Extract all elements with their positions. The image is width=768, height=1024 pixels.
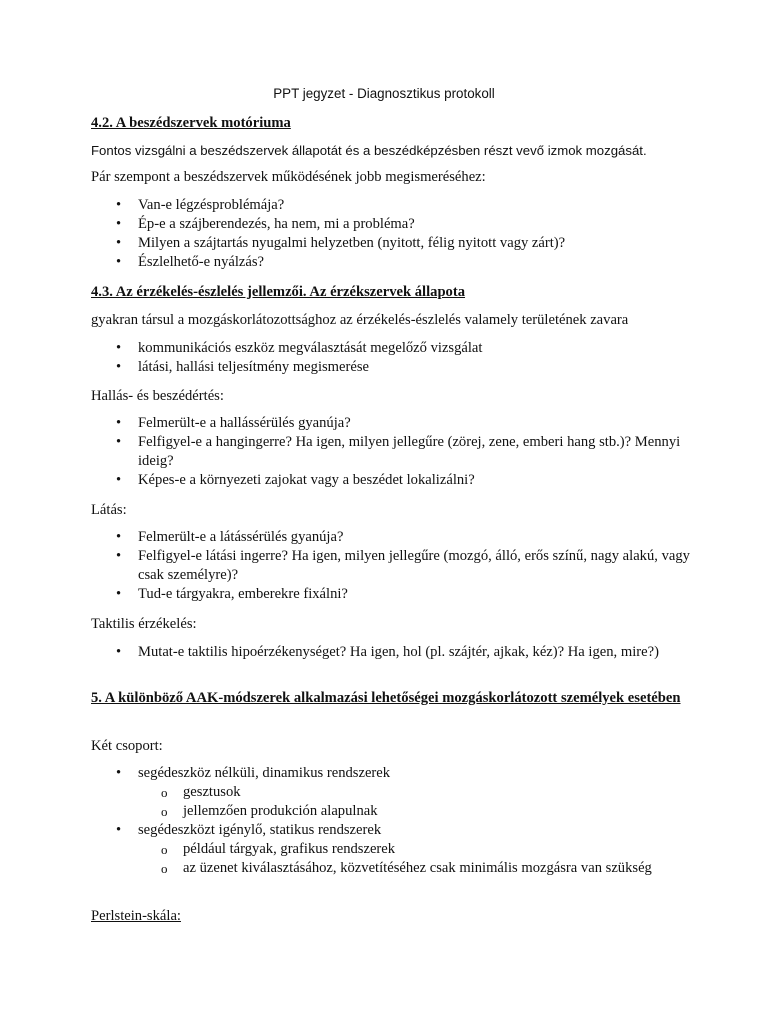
list-item: • Tud-e tárgyakra, emberekre fixálni?: [91, 585, 708, 604]
list-item: • Felmerült-e a hallássérülés gyanúja?: [91, 414, 708, 433]
list-item: • látási, hallási teljesítmény megismerése: [91, 358, 708, 377]
list-item: • Ép-e a szájberendezés, ha nem, mi a probléma?: [91, 215, 708, 234]
document-title: PPT jegyzet - Diagnosztikus protokoll: [273, 86, 495, 101]
list-item: [91, 764, 708, 821]
section-heading-4-3: 4.3. Az érzékelés-észlelés jellemzői. Az érzékszervek állapota: [91, 284, 466, 300]
latas-label: Látás:: [91, 502, 127, 518]
list-item: [91, 821, 708, 878]
hallas-label: Hallás- és beszédértés:: [91, 388, 224, 404]
section-heading-4-2: 4.2. A beszédszervek motóriuma: [91, 115, 291, 131]
taktilis-label: Taktilis érzékelés:: [91, 616, 197, 632]
sub-list-item: o az üzenet kiválasztásához, közvetítéséhez csak minimális mozgásra van szükség: [138, 859, 653, 878]
list-item: • Van-e légzésproblémája?: [91, 196, 708, 215]
sub-list-item: o gesztusok: [138, 783, 653, 802]
section-4-2-lead: Pár szempont a beszédszervek működésének jobb megismeréséhez:: [91, 169, 486, 185]
list-item: • Felfigyel-e a hangingerre? Ha igen, milyen jellegűre (zörej, zene, emberi hang stb.)? Mennyi ideig?: [91, 433, 708, 471]
sub-list-item: o jellemzően produkción alapulnak: [138, 802, 653, 821]
perlstein-heading: Perlstein-skála:: [91, 908, 181, 924]
section-4-2-intro: Fontos vizsgálni a beszédszervek állapotát és a beszédképzésben részt vevő izmok mozgását.: [91, 143, 647, 158]
list-item: • kommunikációs eszköz megválasztását megelőző vizsgálat: [91, 339, 708, 358]
list-item: • Mutat-e taktilis hipoérzékenységet? Ha igen, hol (pl. szájtér, ajkak, kéz)? Ha igen, mire?): [91, 643, 708, 662]
list-item: • Észlelhető-e nyálzás?: [91, 253, 708, 272]
list-item: • Képes-e a környezeti zajokat vagy a beszédet lokalizálni?: [91, 471, 708, 490]
group-label: segédeszköz nélküli, dinamikus rendszerek: [138, 765, 391, 781]
list-item: • Felmerült-e a látássérülés gyanúja?: [91, 528, 708, 547]
list-item: • Milyen a szájtartás nyugalmi helyzetben (nyitott, félig nyitott vagy zárt)?: [91, 234, 708, 253]
group-label: segédeszközt igénylő, statikus rendszerek: [138, 822, 382, 838]
section-4-3-lead: gyakran társul a mozgáskorlátozottsághoz az érzékelés-észlelés valamely területének zavara: [91, 312, 629, 328]
section-heading-5: 5. A különböző AAK-módszerek alkalmazási lehetőségei mozgáskorlátozott személyek esetében: [91, 690, 681, 706]
section-5-lead: Két csoport:: [91, 738, 163, 754]
list-item: • Felfigyel-e látási ingerre? Ha igen, milyen jellegűre (mozgó, álló, erős színű, nagy alakú, vagy csak személyre)?: [91, 547, 708, 585]
sub-list-item: o például tárgyak, grafikus rendszerek: [138, 840, 653, 859]
